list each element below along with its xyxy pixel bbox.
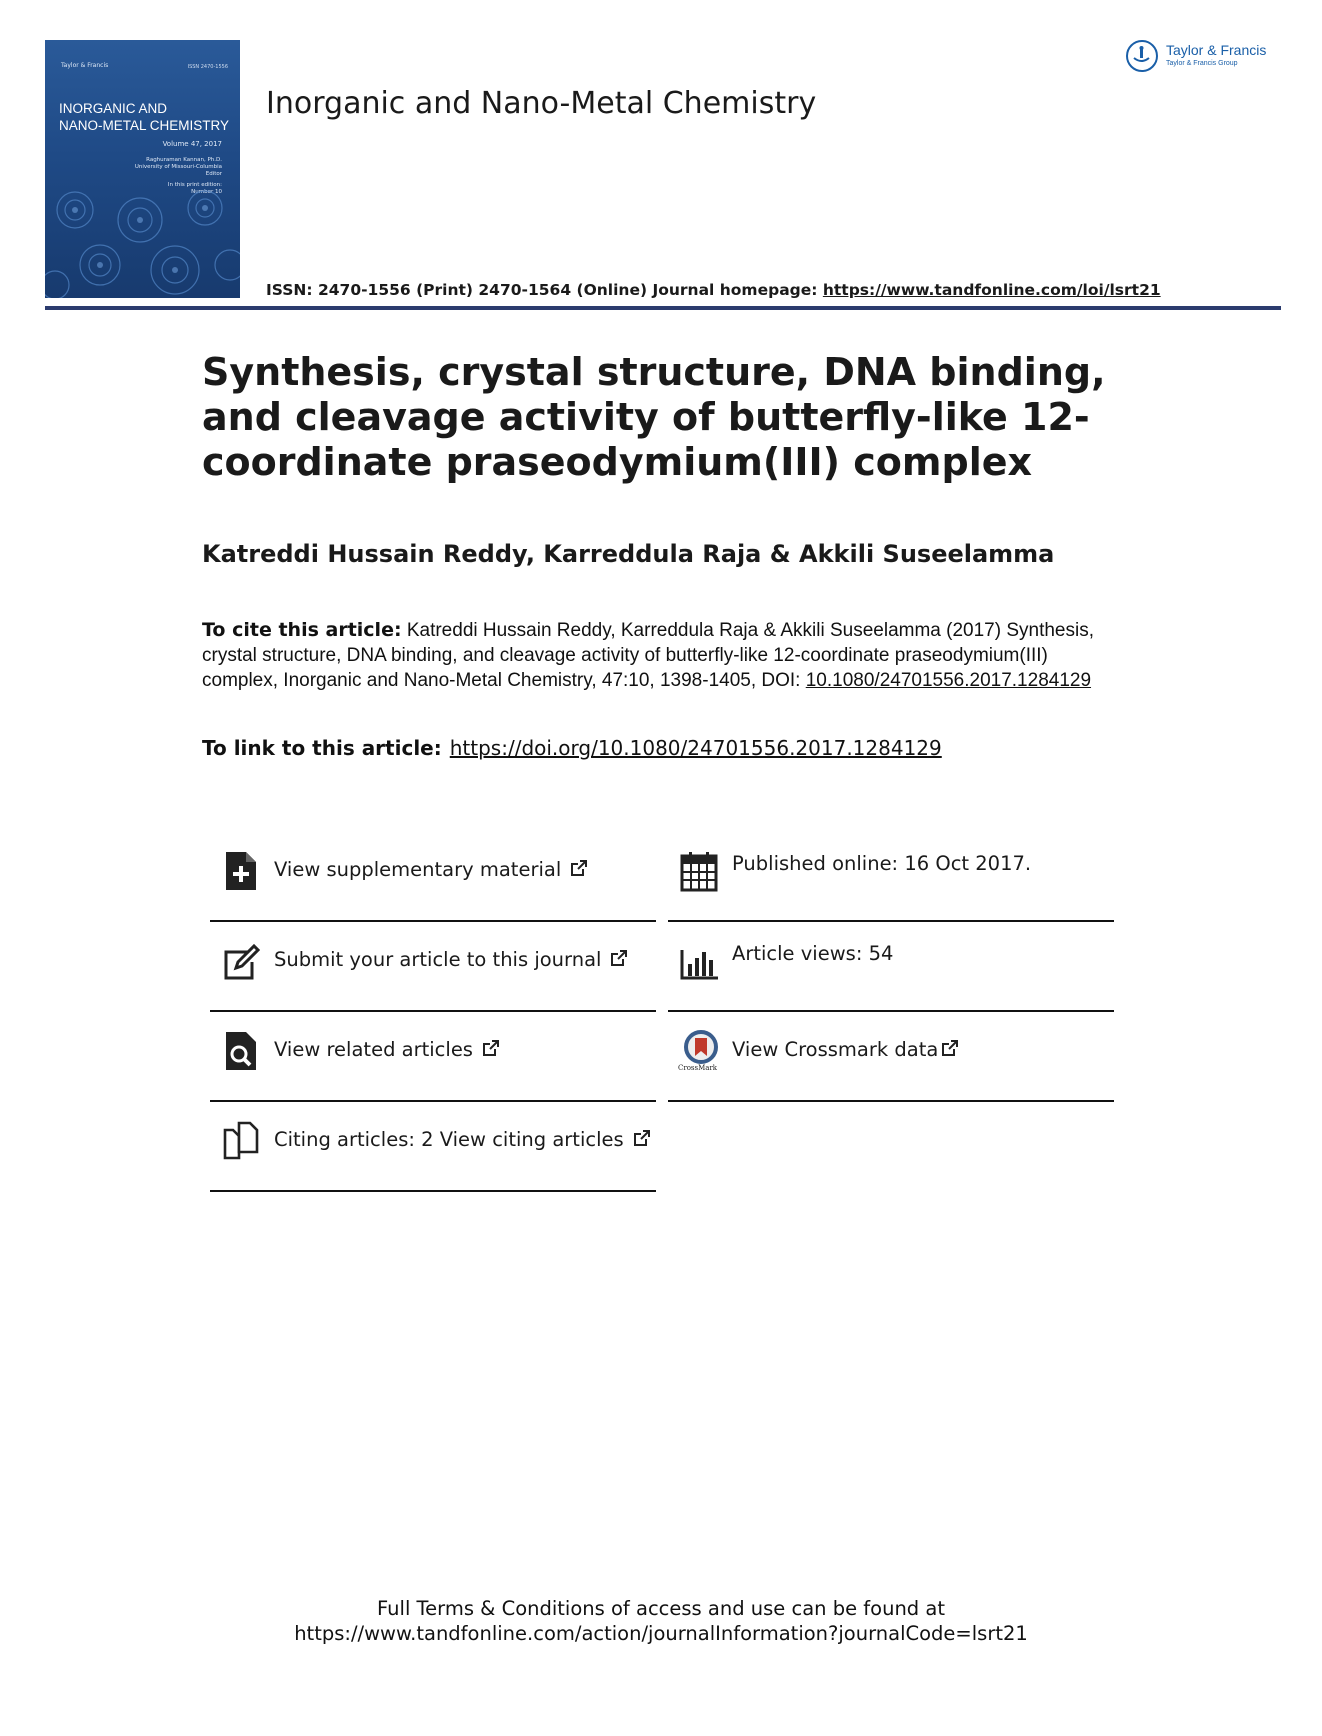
citation-block: [202, 618, 1102, 693]
file-plus-icon: [222, 850, 260, 892]
cover-editor: [82, 157, 222, 178]
external-link-icon: [481, 1038, 501, 1063]
cover-molecule-art: [45, 190, 240, 298]
copy-documents-icon: [222, 1120, 260, 1162]
cover-title: [59, 100, 234, 134]
cover-volume: Volume 47, 2017: [162, 140, 222, 148]
submit-item[interactable]: [210, 922, 656, 1012]
citing-item[interactable]: [210, 1102, 656, 1192]
article-authors: Katreddi Hussain Reddy, Karreddula Raja & Akkili Suseelamma: [202, 540, 1055, 568]
external-link-icon: [632, 1128, 652, 1153]
footer: [0, 1596, 1322, 1646]
row-divider: [668, 1100, 1114, 1102]
logo-name: Taylor & Francis: [1166, 42, 1267, 58]
footer-terms: Full Terms & Conditions of access and use can be found at: [377, 1597, 945, 1620]
edit-icon: [222, 940, 260, 982]
published-date: Published online: 16 Oct 2017.: [732, 852, 1032, 875]
citing-label: Citing articles: 2 View citing articles: [274, 1128, 624, 1151]
submit-label: Submit your article to this journal: [274, 948, 602, 971]
search-document-icon: [222, 1030, 260, 1072]
crossmark-logo-text: CrossMark: [678, 1064, 718, 1072]
cover-editor-line3: Editor: [205, 171, 222, 177]
publisher-logo[interactable]: [1126, 38, 1286, 78]
crossmark-icon: [680, 1030, 718, 1072]
crossmark-row: [732, 1038, 960, 1063]
cover-title-line2: NANO-METAL CHEMISTRY: [59, 118, 230, 133]
cite-text: Katreddi Hussain Reddy, Karreddula Raja & Akkili Suseelamma (2017) Synthesis, crystal structure, DNA binding, and cleavage activity of butterfly-like 12-coordinate praseodymium(III) complex, Inorganic and Nano-Metal Chemistry, 47:10, 1398-1405, DOI:: [202, 620, 1094, 691]
crossmark-label: View Crossmark data: [732, 1038, 939, 1061]
published-item: [668, 832, 1114, 922]
cite-label: To cite this article:: [202, 619, 402, 641]
external-link-icon: [940, 1038, 960, 1063]
cover-issn: ISSN 2470-1556: [187, 64, 228, 70]
logo-group: Taylor & Francis Group: [1166, 60, 1238, 67]
header-divider: [45, 306, 1281, 310]
cover-title-line1: INORGANIC AND: [59, 101, 168, 116]
cover-issue-line2: Number 10: [191, 189, 222, 195]
cover-publisher: Taylor & Francis: [61, 62, 109, 69]
link-label: To link to this article:: [202, 736, 442, 760]
crossmark-item[interactable]: [668, 1012, 1114, 1102]
cite-doi-link[interactable]: 10.1080/24701556.2017.1284129: [805, 670, 1092, 691]
bar-chart-icon: [680, 940, 718, 982]
journal-cover: [45, 40, 240, 298]
cover-editor-line1: Raghuraman Kannan, Ph.D.: [146, 157, 222, 163]
citing-row: [274, 1128, 652, 1153]
journal-title: Inorganic and Nano-Metal Chemistry: [266, 86, 817, 121]
supplementary-label: View supplementary material: [274, 858, 562, 881]
article-title: Synthesis, crystal structure, DNA binding, and cleavage activity of butterfly-like 12-coordinate praseodymium(III) complex: [202, 350, 1106, 484]
related-label: View related articles: [274, 1038, 473, 1061]
supplementary-item[interactable]: [210, 832, 656, 922]
external-link-icon: [569, 858, 589, 883]
related-item[interactable]: [210, 1012, 656, 1102]
article-link-line: [202, 736, 942, 760]
supplementary-row: [274, 858, 589, 883]
external-link-icon: [609, 948, 629, 973]
calendar-icon: [680, 850, 718, 892]
logo-emblem-icon: [1126, 40, 1158, 72]
cover-issue-line1: In this print edition:: [167, 182, 222, 188]
submit-row: [274, 948, 629, 973]
article-doi-link[interactable]: https://doi.org/10.1080/24701556.2017.1284129: [449, 736, 942, 760]
issn-line: [266, 281, 1161, 299]
cover-editor-line2: University of Missouri-Columbia: [134, 164, 222, 170]
views-item: [668, 922, 1114, 1012]
journal-homepage-link[interactable]: https://www.tandfonline.com/loi/lsrt21: [822, 281, 1161, 299]
article-views: Article views: 54: [732, 942, 894, 965]
issn-text: ISSN: 2470-1556 (Print) 2470-1564 (Online) Journal homepage:: [266, 281, 823, 299]
row-divider: [210, 1190, 656, 1192]
footer-url[interactable]: https://www.tandfonline.com/action/journalInformation?journalCode=lsrt21: [294, 1622, 1028, 1645]
related-row: [274, 1038, 501, 1063]
